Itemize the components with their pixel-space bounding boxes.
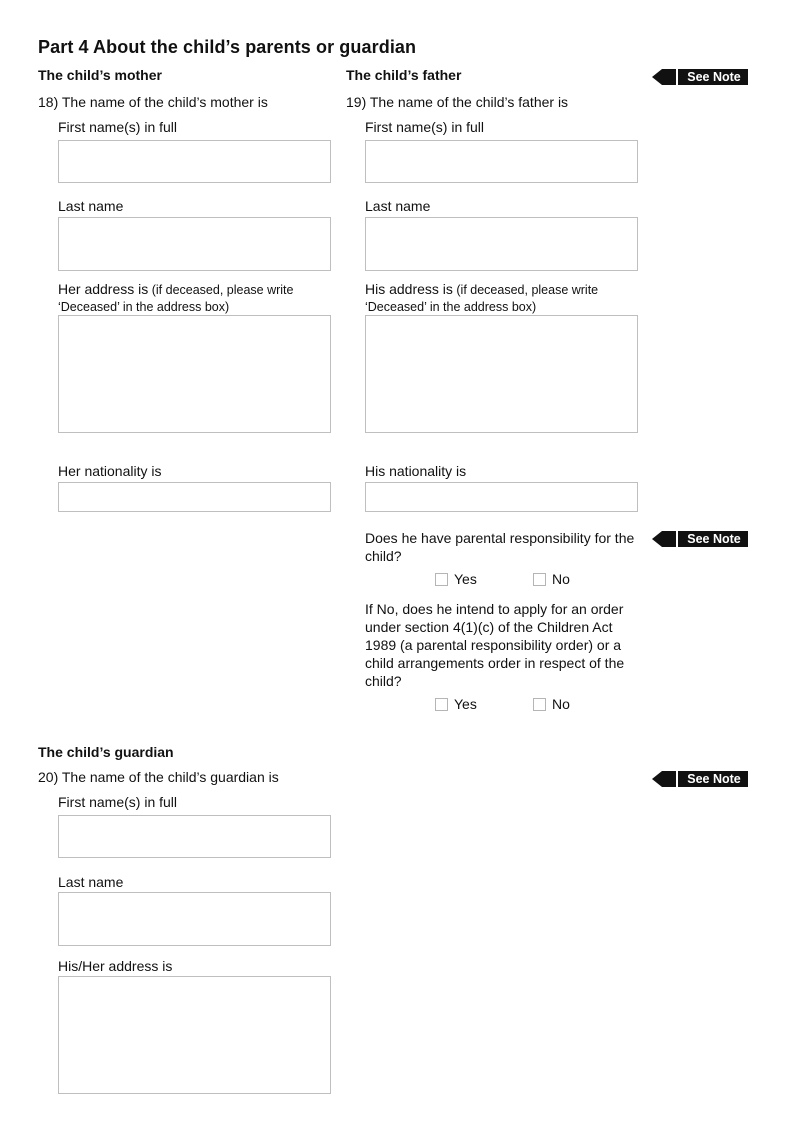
see-note-8: [652, 531, 748, 562]
father-first-name-input[interactable]: [365, 140, 638, 183]
father-last-name-label: Last name: [365, 198, 431, 214]
pr-yes-checkbox[interactable]: [435, 573, 448, 586]
mother-heading: The child’s mother: [38, 67, 162, 83]
father-first-name-label: First name(s) in full: [365, 119, 485, 135]
order-no-option[interactable]: [533, 696, 570, 712]
see-note-7: [652, 69, 748, 100]
guardian-first-name-input[interactable]: [58, 815, 331, 858]
father-heading: The child’s father: [346, 67, 462, 83]
note-arrow-icon: [652, 69, 662, 85]
father-nationality-label: His nationality is: [365, 463, 467, 479]
mother-nationality-input[interactable]: [58, 482, 331, 512]
see-note-7-label: See Note 7: [678, 69, 748, 85]
see-note-9: [652, 771, 748, 802]
mother-first-name-input[interactable]: [58, 140, 331, 183]
pr-no-label: No: [552, 571, 570, 587]
father-address-label-note: (if deceased, please write ‘Deceased’ in the address box): [365, 283, 599, 314]
guardian-last-name-label: Last name: [58, 874, 124, 890]
mother-last-name-label: Last name: [58, 198, 124, 214]
father-address-input[interactable]: [365, 315, 638, 433]
order-no-checkbox[interactable]: [533, 698, 546, 711]
mother-nationality-label: Her nationality is: [58, 463, 162, 479]
order-yes-option[interactable]: [435, 696, 477, 712]
see-note-8-label: See Note 8: [678, 531, 748, 547]
mother-address-label: [58, 281, 323, 315]
mother-last-name-input[interactable]: [58, 217, 331, 271]
mother-address-label-note: (if deceased, please write ‘Deceased’ in the address box): [58, 283, 294, 314]
father-address-label: [365, 281, 630, 315]
note-arrow-icon: [652, 531, 662, 547]
see-note-9-label: See Note 9: [678, 771, 748, 787]
order-no-label: No: [552, 696, 570, 712]
father-address-label-main: His address is: [365, 281, 453, 297]
father-nationality-input[interactable]: [365, 482, 638, 512]
father-question: 19) The name of the child’s father is: [346, 94, 569, 110]
guardian-first-name-label: First name(s) in full: [58, 794, 178, 810]
mother-question: 18) The name of the child’s mother is: [38, 94, 268, 110]
father-last-name-input[interactable]: [365, 217, 638, 271]
order-yes-label: Yes: [454, 696, 477, 712]
guardian-last-name-input[interactable]: [58, 892, 331, 946]
guardian-address-input[interactable]: [58, 976, 331, 1094]
guardian-heading: The child’s guardian: [38, 744, 174, 760]
note-arrow-icon: [652, 771, 662, 787]
order-question: If No, does he intend to apply for an order under section 4(1)(c) of the Children Act 1989 (a parental responsibility order) or a child arrangements order in respect of the child?: [365, 601, 625, 689]
guardian-question: 20) The name of the child’s guardian is: [38, 769, 279, 785]
pr-yes-option[interactable]: [435, 571, 477, 587]
mother-first-name-label: First name(s) in full: [58, 119, 178, 135]
guardian-address-label: His/Her address is: [58, 958, 173, 974]
pr-no-checkbox[interactable]: [533, 573, 546, 586]
parental-responsibility-question: Does he have parental responsibility for the child?: [365, 530, 635, 564]
order-yes-checkbox[interactable]: [435, 698, 448, 711]
mother-address-label-main: Her address is: [58, 281, 149, 297]
pr-no-option[interactable]: [533, 571, 570, 587]
page-title: Part 4 About the child’s parents or guardian: [38, 37, 417, 57]
pr-yes-label: Yes: [454, 571, 477, 587]
mother-address-input[interactable]: [58, 315, 331, 433]
